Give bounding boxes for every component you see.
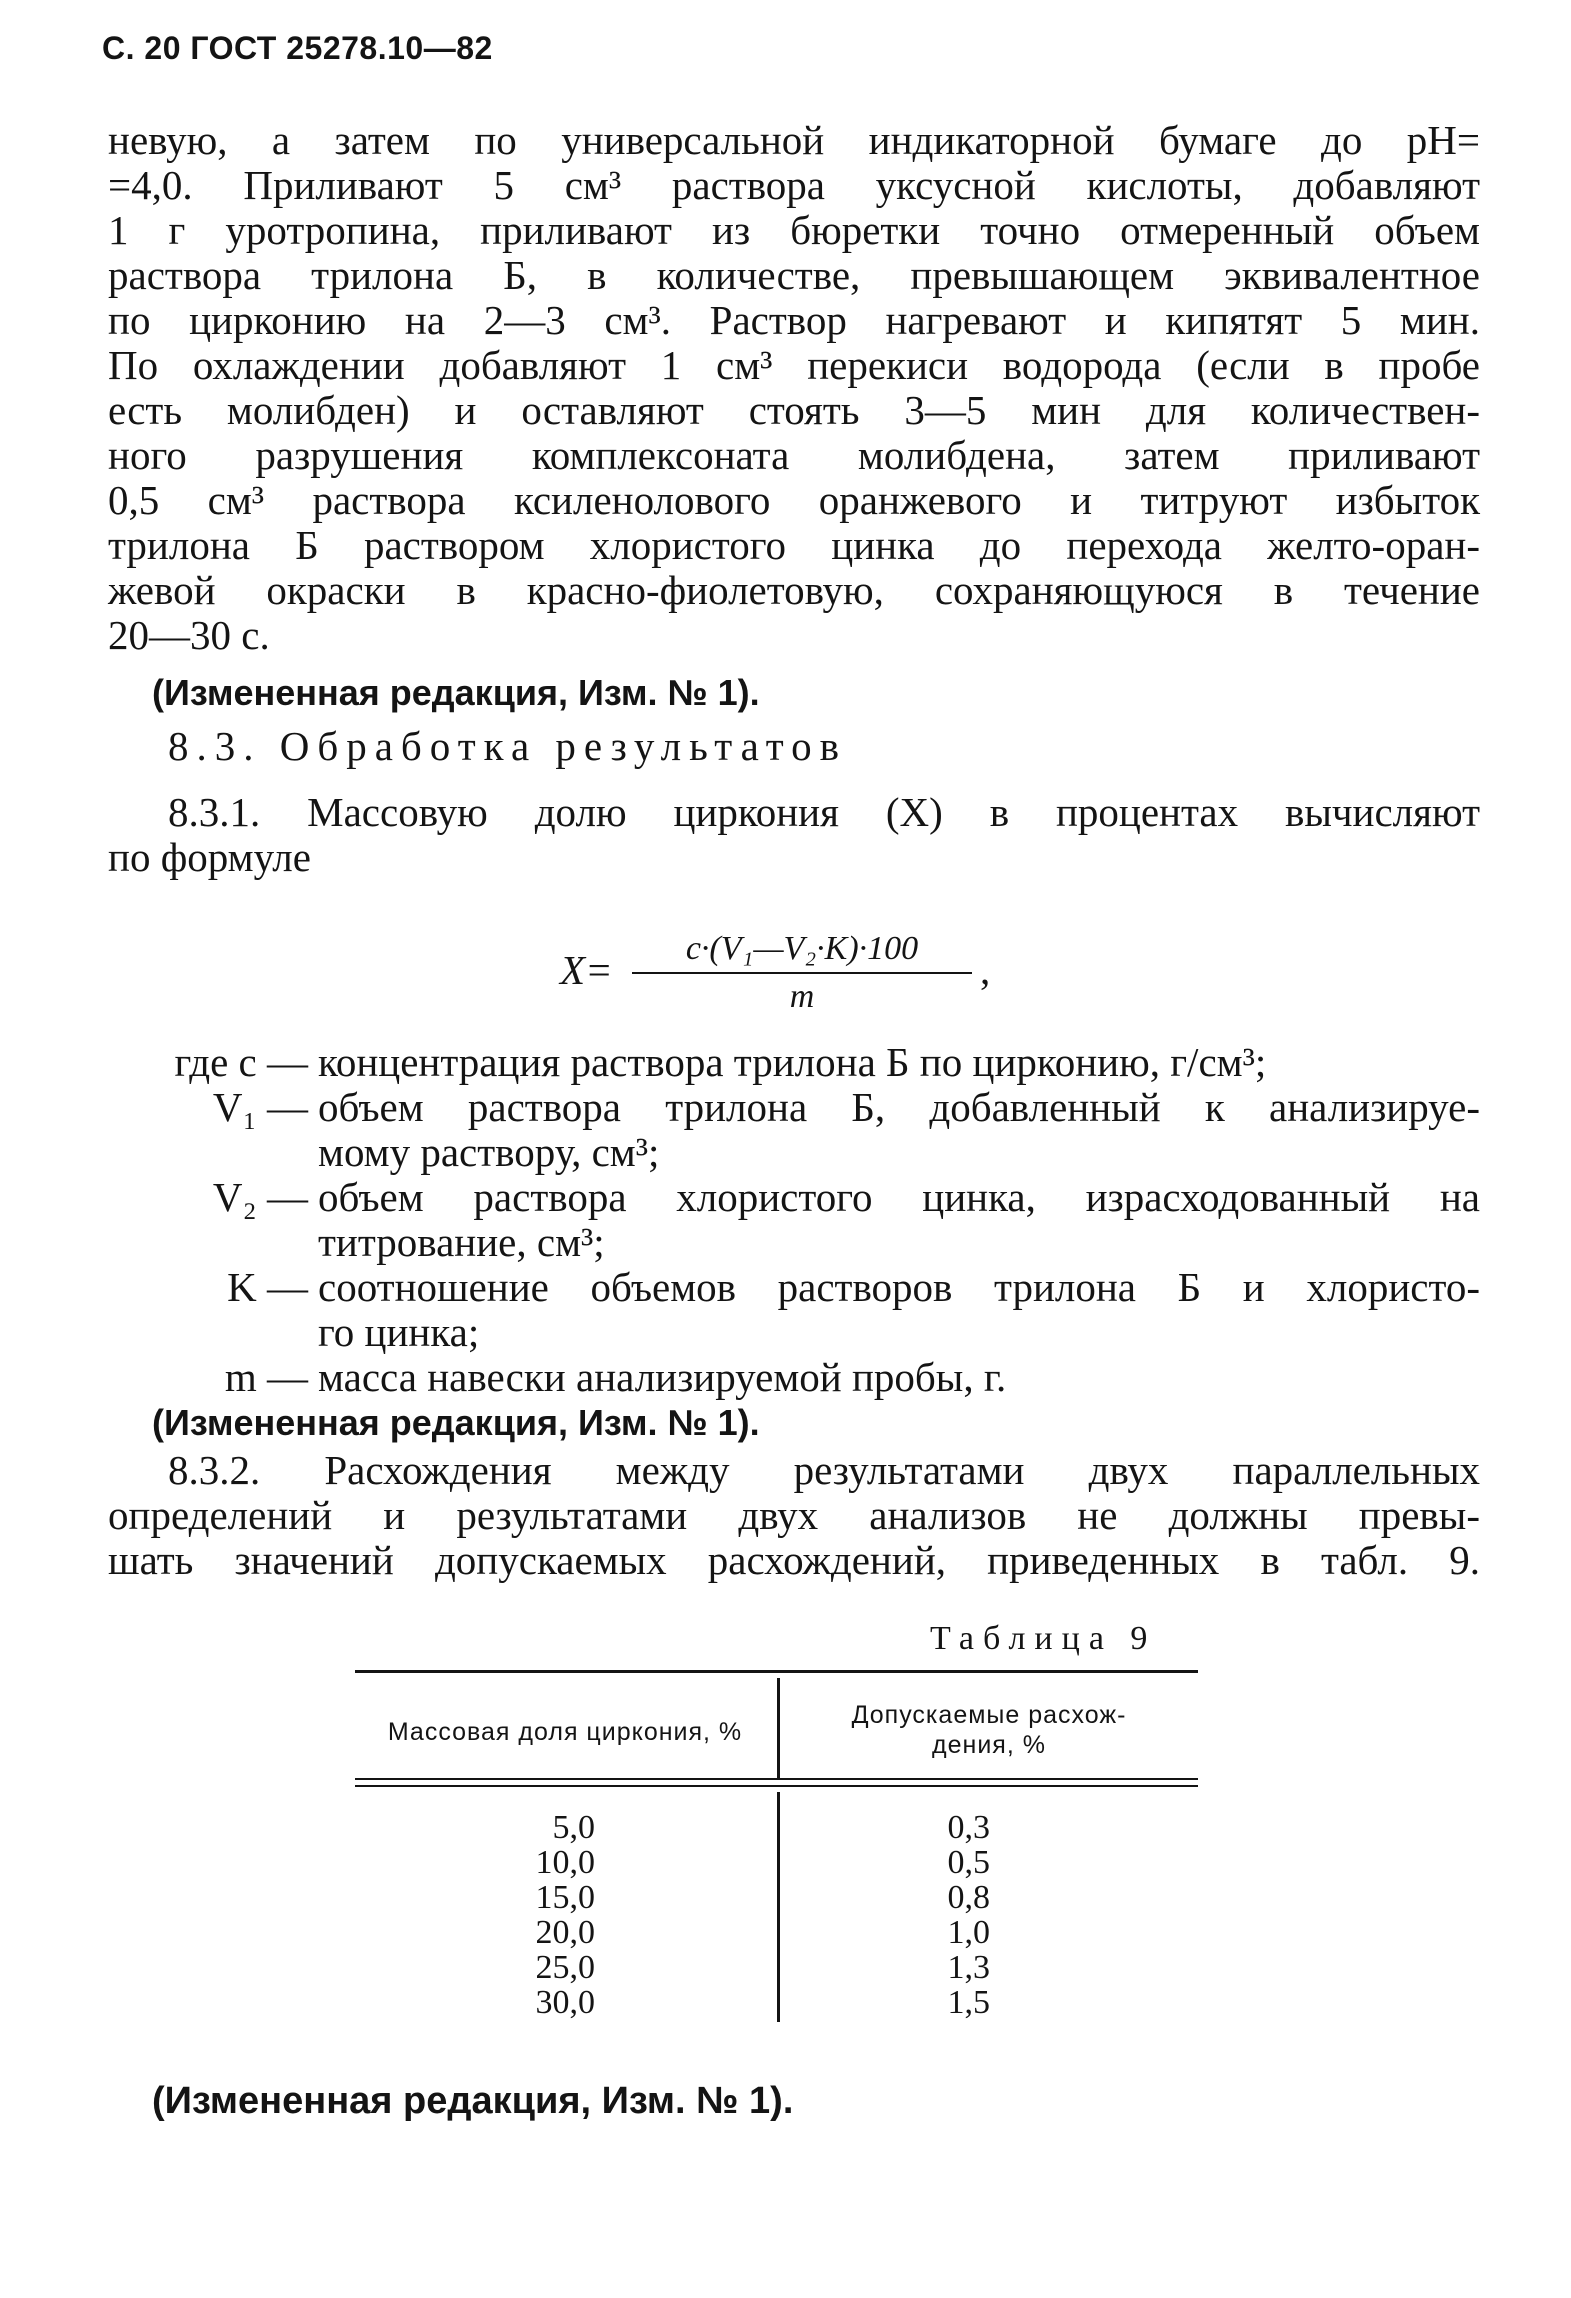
table-cell: 1,0 xyxy=(947,1914,990,1951)
table-cell: 15,0 xyxy=(535,1879,595,1916)
text-line: 1 г уротропина, приливают из бюретки точно отмеренный объем xyxy=(108,207,1480,253)
paragraph-continued xyxy=(108,118,1480,658)
text-line: жевой окраски в красно-фиолетовую, сохраняющуюся в течение xyxy=(108,567,1480,613)
section-title: 8.3. Обработка результатов xyxy=(168,723,848,769)
table-cell: 0,3 xyxy=(947,1809,990,1846)
definition-symbol: V₂ — xyxy=(212,1174,308,1220)
definition-text: мому раствору, см³; xyxy=(318,1129,660,1175)
amendment-note: (Измененная редакция, Изм. № 1). xyxy=(152,1402,760,1443)
text-line: трилона Б раствором хлористого цинка до перехода желто-оран- xyxy=(108,522,1480,568)
definition-text: соотношение объемов растворов трилона Б и хлористо- xyxy=(318,1264,1480,1310)
text-line: раствора трилона Б, в количестве, превышающем эквивалентное xyxy=(108,252,1480,298)
table-header-rule xyxy=(355,1778,1198,1787)
amendment-note: (Измененная редакция, Изм. № 1). xyxy=(152,672,760,713)
text-line: 8.3.1. Массовую долю циркония (X) в процентах вычисляют xyxy=(168,789,1480,835)
amendment-note: (Измененная редакция, Изм. № 1). xyxy=(152,2080,794,2122)
formula-comma: , xyxy=(980,947,991,993)
text-line: определений и результатами двух анализов не должны превы- xyxy=(108,1492,1480,1538)
formula-denominator: m xyxy=(789,978,815,1015)
table-cell: 1,5 xyxy=(947,1984,990,2021)
text-line: ного разрушения комплексоната молибдена, затем приливают xyxy=(108,432,1480,478)
definition-text: титрование, см³; xyxy=(318,1219,605,1265)
symbol-definitions xyxy=(148,1040,1480,1400)
header-line: Допускаемые расхож- xyxy=(851,1701,1127,1729)
column-header-mass: Массовая доля циркония, % xyxy=(387,1718,743,1746)
table-caption: Таблица 9 xyxy=(930,1620,1157,1657)
table-body-divider xyxy=(777,1792,780,2022)
table-top-rule xyxy=(355,1670,1198,1673)
definition-k xyxy=(148,1265,1480,1355)
table-cell: 5,0 xyxy=(552,1809,595,1846)
definition-symbol: K — xyxy=(227,1264,308,1310)
header-line: дения, % xyxy=(932,1731,1046,1759)
text-line: =4,0. Приливают 5 см³ раствора уксусной кислоты, добавляют xyxy=(108,162,1480,208)
table-cell: 30,0 xyxy=(535,1984,595,2021)
page-header: С. 20 ГОСТ 25278.10—82 xyxy=(102,30,493,66)
text-line: 8.3.2. Расхождения между результатами двух параллельных xyxy=(168,1447,1480,1493)
table-cell: 20,0 xyxy=(535,1914,595,1951)
paragraph-8-3-2 xyxy=(108,1448,1480,1583)
text-line: по цирконию на 2—3 см³. Раствор нагревают и кипятят 5 мин. xyxy=(108,297,1480,343)
definition-m xyxy=(148,1355,1480,1400)
definition-v1 xyxy=(148,1085,1480,1175)
table-cell: 0,5 xyxy=(947,1844,990,1881)
definition-symbol: V₁ — xyxy=(212,1084,308,1130)
definition-text: концентрация раствора трилона Б по цирконию, г/см³; xyxy=(318,1039,1267,1085)
text-line: 0,5 см³ раствора ксиленолового оранжевого и титруют избыток xyxy=(108,477,1480,523)
definition-text: го цинка; xyxy=(318,1309,480,1355)
formula-numerator: c·(V₁—V₂·K)·100 xyxy=(685,930,919,967)
formula-lhs: X= xyxy=(560,947,613,993)
table-cell: 10,0 xyxy=(535,1844,595,1881)
text-line: шать значений допускаемых расхождений, приведенных в табл. 9. xyxy=(108,1537,1480,1583)
definition-text: объем раствора трилона Б, добавленный к анализируе- xyxy=(318,1084,1480,1130)
table-cell: 0,8 xyxy=(947,1879,990,1916)
text-line: есть молибден) и оставляют стоять 3—5 мин для количествен- xyxy=(108,387,1480,433)
formula-fraction xyxy=(632,930,972,1016)
definition-text: масса навески анализируемой пробы, г. xyxy=(318,1354,1007,1400)
fraction-bar xyxy=(632,972,972,974)
definition-symbol: где c — xyxy=(174,1039,308,1085)
text-line: 20—30 с. xyxy=(108,612,270,658)
definition-c xyxy=(148,1040,1480,1085)
text-line: по формуле xyxy=(108,834,311,880)
column-tolerance xyxy=(930,1810,990,2020)
column-header-tolerance xyxy=(780,1700,1198,1760)
text-line: По охлаждении добавляют 1 см³ перекиси водорода (если в пробе xyxy=(108,342,1480,388)
table-cell: 25,0 xyxy=(535,1949,595,1986)
paragraph-8-3-1 xyxy=(108,790,1480,880)
column-mass xyxy=(535,1810,595,2020)
definition-symbol: m — xyxy=(224,1354,308,1400)
table-cell: 1,3 xyxy=(947,1949,990,1986)
definition-v2 xyxy=(148,1175,1480,1265)
text-line: невую, а затем по универсальной индикаторной бумаге до pH= xyxy=(108,117,1480,163)
definition-text: объем раствора хлористого цинка, израсходованный на xyxy=(318,1174,1480,1220)
